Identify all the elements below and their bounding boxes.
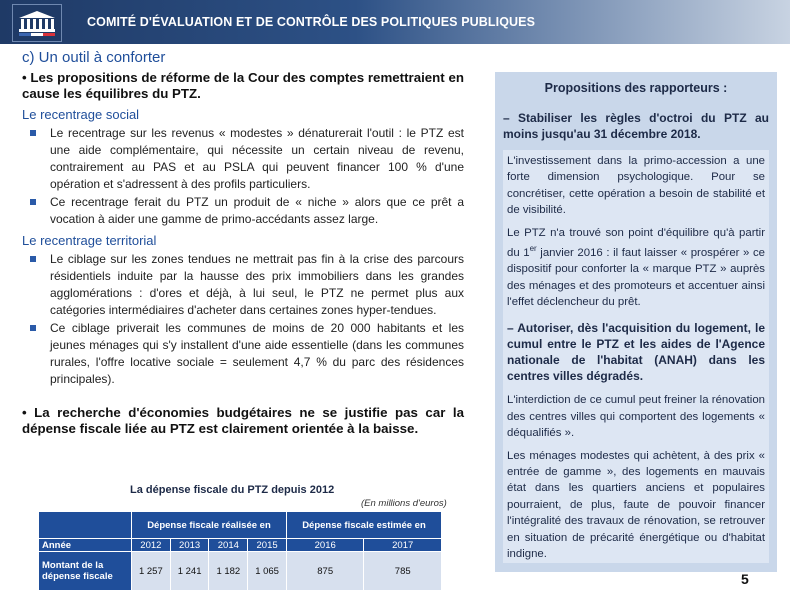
year-label: Année	[39, 539, 132, 552]
table-title: La dépense fiscale du PTZ depuis 2012	[130, 484, 335, 496]
recommendation-1-paragraph-1: L'investissement dans la primo-accession a une forte dimension psychologique. Pour se concrétiser, cette opération a besoin de stabilité et de visibilité.	[507, 155, 765, 217]
table-corner-cell	[39, 512, 132, 539]
square-bullet-icon	[30, 130, 36, 136]
bullet-text: Ce recentrage ferait du PTZ un produit de « niche » alors que ce prêt a vocation à aider une gamme de primo-accédants assez large.	[50, 195, 464, 226]
amount-cell: 1 182	[209, 552, 248, 591]
amount-cell: 785	[364, 552, 442, 591]
list-item	[22, 320, 464, 388]
list-item	[22, 251, 464, 319]
lead-statement-budget: • La recherche d'économies budgétaires ne se justifie pas car la dépense fiscale liée au PTZ est clairement orientée à la baisse.	[22, 405, 464, 436]
paragraph-text: janvier 2016 : il faut laisser « prospérer » ce dispositif pour conforter la « marque PTZ » auprès des ménages et des promoteurs et accentuer ainsi l'effet déclencheur du prêt.	[507, 246, 765, 309]
year-cell: 2014	[209, 539, 248, 552]
year-cell: 2016	[286, 539, 363, 552]
fiscal-expenditure-table	[38, 511, 442, 591]
subheading-social: Le recentrage social	[22, 107, 140, 122]
amount-cell: 1 257	[132, 552, 171, 591]
table-unit: (En millions d'euros)	[361, 498, 447, 509]
header-realized: Dépense fiscale réalisée en	[132, 512, 287, 539]
amount-cell: 1 065	[248, 552, 287, 591]
social-bullet-list	[22, 125, 464, 228]
square-bullet-icon	[30, 199, 36, 205]
panel-title: Propositions des rapporteurs :	[544, 81, 728, 95]
square-bullet-icon	[30, 256, 36, 262]
recommendation-2-paragraph-1: L'interdiction de ce cumul peut freiner la rénovation des centres villes qui comportent des logements « déqualifiés ».	[507, 394, 765, 440]
recommendation-2-paragraph-2: Les ménages modestes qui achètent, à des prix « entrée de gamme », des logements en mauvais état dans les quartiers anciens et populaires pourraient, de plus, faute de pouvoir financer l'intégralité des travaux de rénovation, se retrouver en situation de précarité énergétique ou d'habitat indigne.	[507, 449, 765, 561]
amount-cell: 875	[286, 552, 363, 591]
recommendation-1-block	[503, 110, 769, 150]
rapporteurs-proposals-panel	[495, 72, 777, 572]
year-cell: 2015	[248, 539, 287, 552]
header-estimated: Dépense fiscale estimée en	[286, 512, 441, 539]
left-column	[22, 70, 464, 437]
year-cell: 2013	[170, 539, 209, 552]
territorial-bullet-list	[22, 251, 464, 388]
bullet-text: Le recentrage sur les revenus « modestes » dénaturerait l'outil : le PTZ est une aide complémentaire, qui nécessite un certain niveau de revenu, contrairement au PAS et au PSLA qui peuvent financer 100 % d'une opération et s'adressent à des profils particuliers.	[50, 126, 464, 191]
table-row-years	[39, 539, 442, 552]
year-cell: 2012	[132, 539, 171, 552]
section-title: c) Un outil à conforter	[22, 49, 166, 66]
lead-statement-reform: • Les propositions de réforme de la Cour des comptes remettraient en cause les équilibres du PTZ.	[22, 70, 464, 101]
list-item	[22, 194, 464, 228]
amount-label: Montant de la dépense fiscale	[39, 552, 132, 591]
subheading-territorial: Le recentrage territorial	[22, 233, 157, 248]
page-number: 5	[741, 571, 749, 587]
superscript-text: er	[529, 244, 537, 254]
bullet-text: Le ciblage sur les zones tendues ne mettrait pas fin à la crise des parcours résidentiels induite par la hausse des prix immobiliers dans les grandes agglomérations : d'ores et déjà, à lui seul, le PTZ ne permet plus aux catégories intermédiaires d'acheter dans certaines zones hyper-tendues.	[50, 252, 464, 317]
bullet-text: Ce ciblage priverait les communes de moins de 20 000 habitants et les jeunes ménages qui s'y installent d'une aide essentielle (dans les communes rurales, l'offre locative sociale = seulement 4,7 % du parc des résidences principales).	[50, 321, 464, 386]
year-cell: 2017	[364, 539, 442, 552]
recommendation-1-details	[503, 150, 769, 563]
recommendation-2: – Autoriser, dès l'acquisition du logement, le cumul entre le PTZ et les aides de l'Agence nationale de l'habitat (ANAH) dans les centres villes dégradés.	[507, 321, 765, 384]
assemblee-nationale-logo-icon	[12, 4, 62, 42]
list-item	[22, 125, 464, 193]
square-bullet-icon	[30, 325, 36, 331]
recommendation-1-paragraph-2	[507, 225, 765, 311]
header-banner	[0, 0, 790, 44]
table-row-amounts	[39, 552, 442, 591]
paragraph-text: Le PTZ n'a trouvé son point d'équilibre qu'à partir du 1	[507, 226, 765, 259]
recommendation-1: – Stabiliser les règles d'octroi du PTZ au moins jusqu'au 31 décembre 2018.	[503, 111, 769, 141]
amount-cell: 1 241	[170, 552, 209, 591]
header-title: COMITÉ D'ÉVALUATION ET DE CONTRÔLE DES POLITIQUES PUBLIQUES	[87, 15, 536, 29]
table-header-row	[39, 512, 442, 539]
